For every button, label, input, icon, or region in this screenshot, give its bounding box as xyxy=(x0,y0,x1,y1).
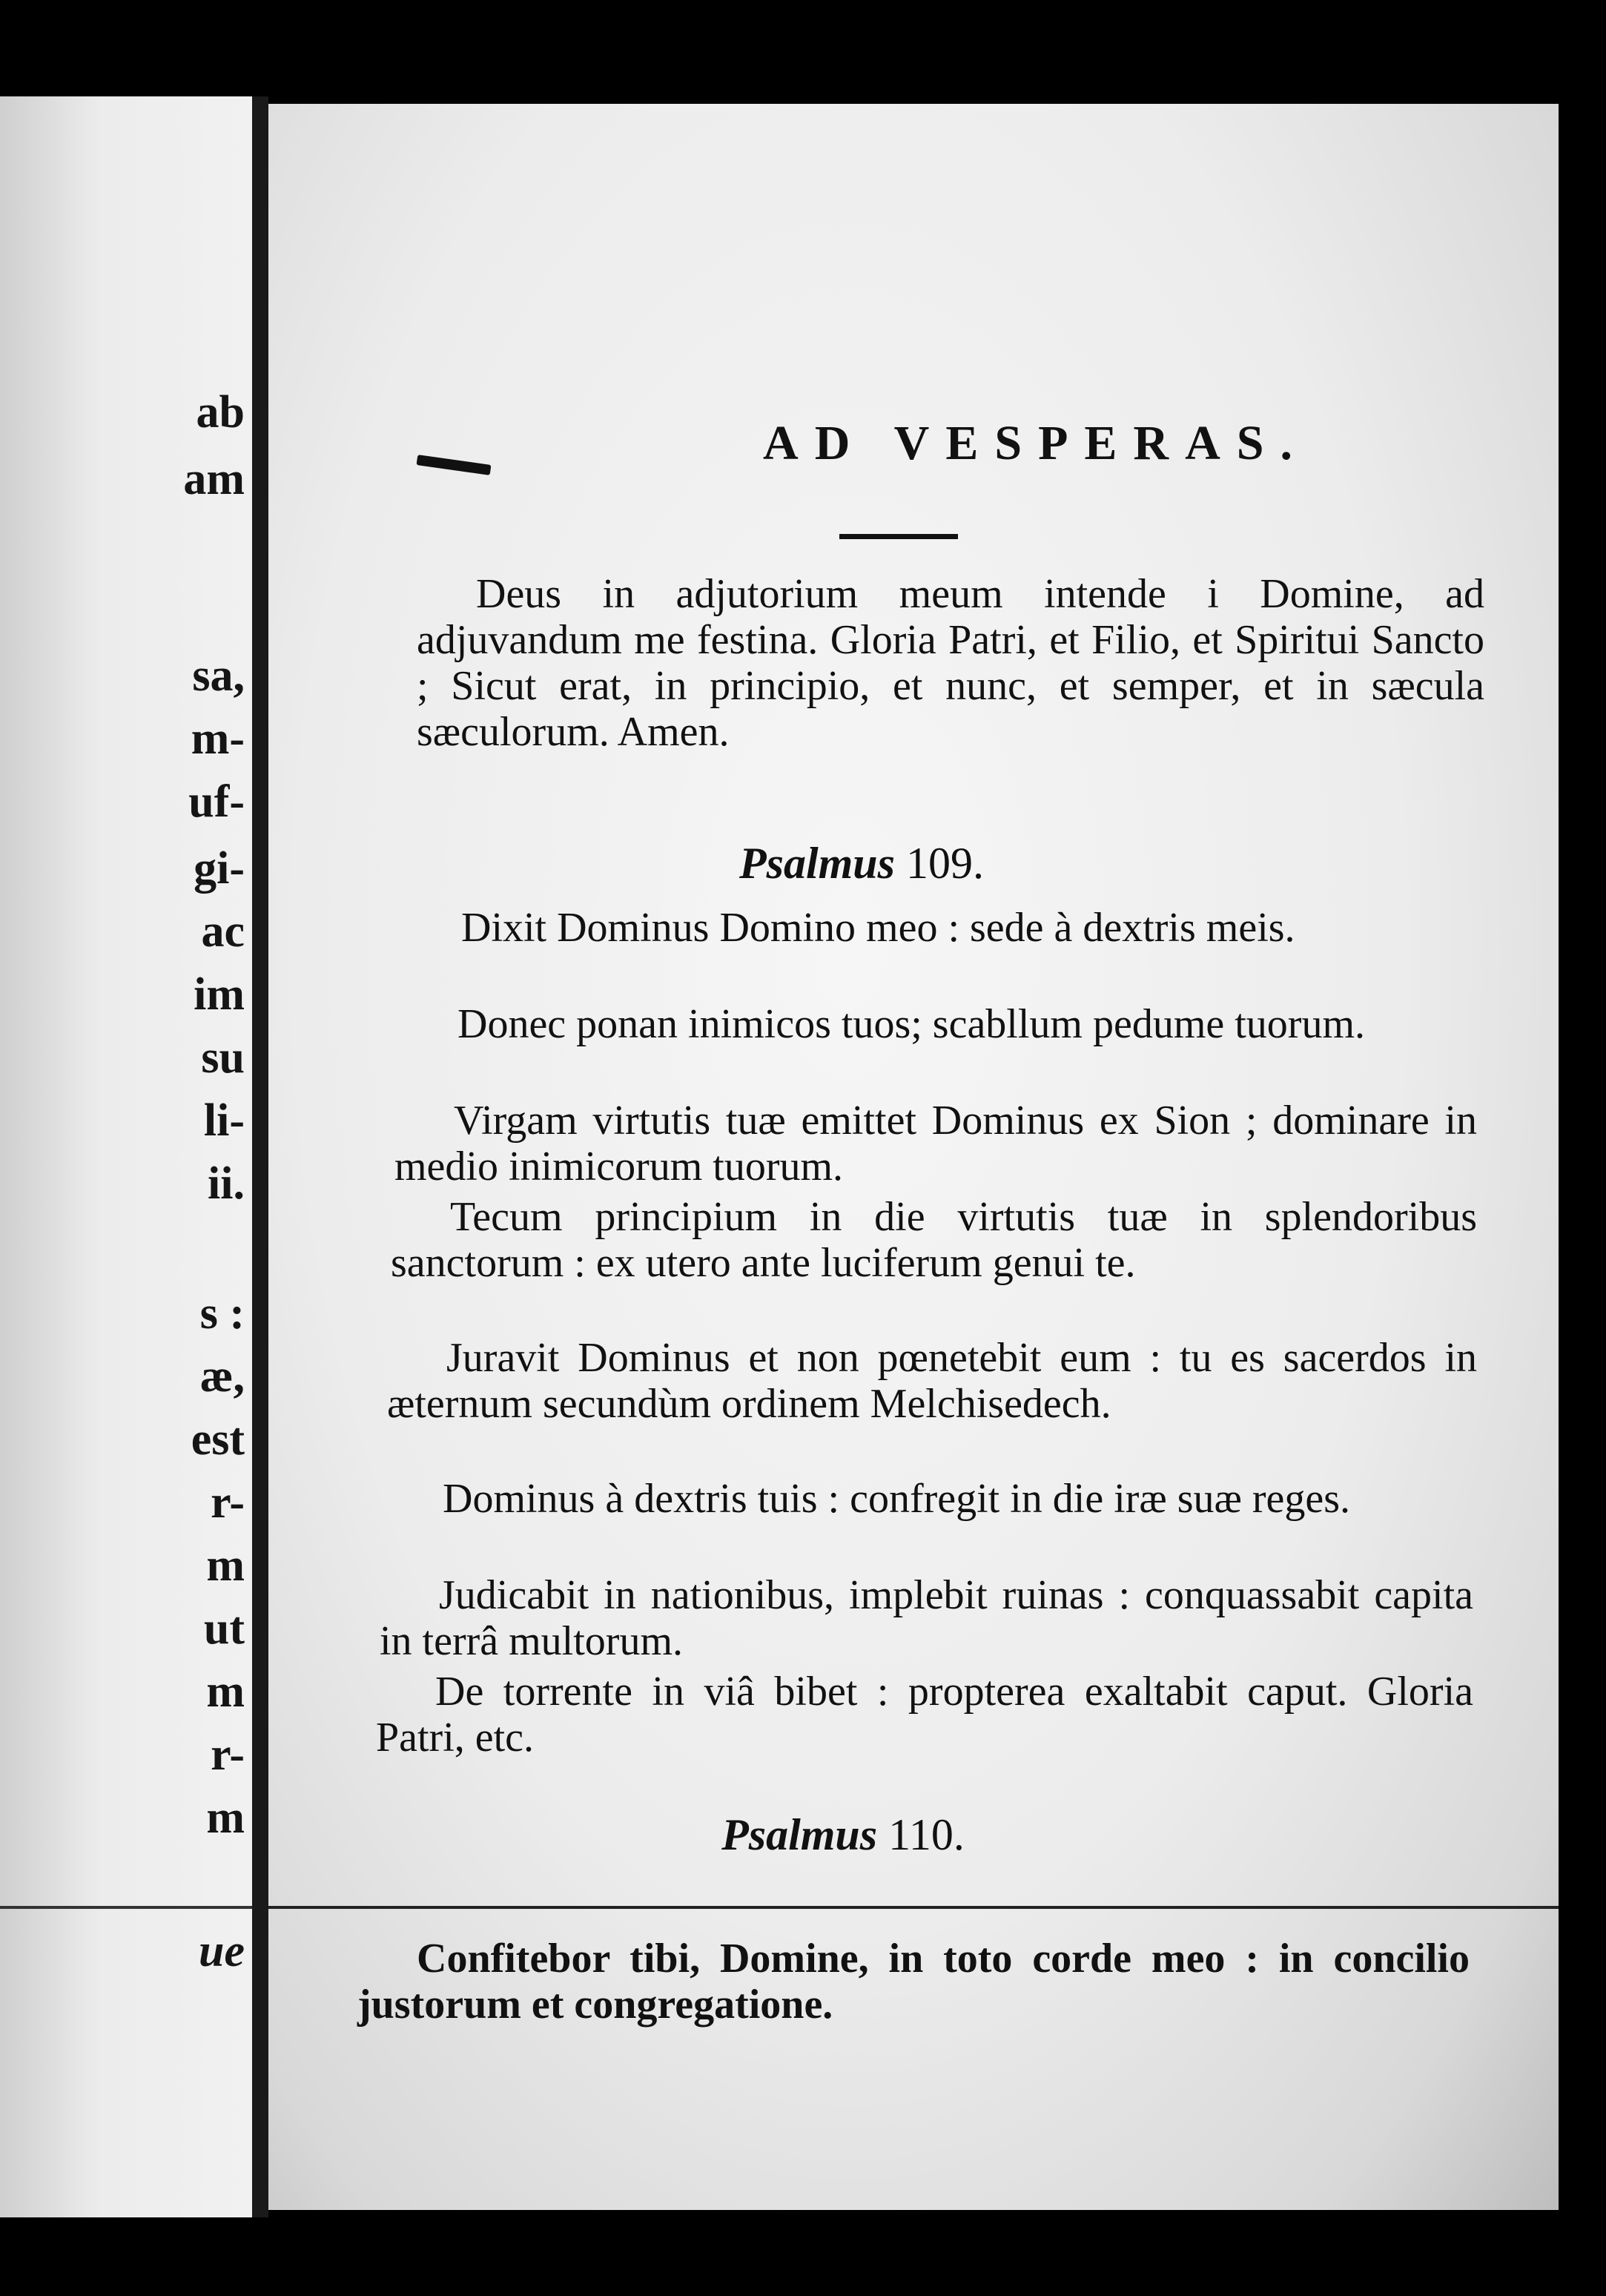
left-fragment: ue xyxy=(199,1926,245,1976)
verse: De torrente in viâ bibet : propterea exaltabit caput. Gloria Patri, etc. xyxy=(376,1669,1473,1761)
book-gutter xyxy=(252,96,268,2217)
left-fragment: m xyxy=(206,1666,245,1717)
verse: Dominus à dextris tuis : confregit in die iræ suæ reges. xyxy=(443,1476,1351,1522)
psalm-label: Psalmus xyxy=(721,1810,878,1859)
left-fragment: im xyxy=(194,969,245,1020)
psalm-heading xyxy=(268,1810,1418,1861)
page-rule xyxy=(268,1906,1559,1909)
left-fragment: m xyxy=(206,1540,245,1591)
page-title-wrap xyxy=(268,415,1559,472)
left-fragment: li- xyxy=(203,1095,245,1146)
left-fragment: uf- xyxy=(188,776,245,827)
left-fragment: su xyxy=(201,1032,245,1083)
verse: Virgam virtutis tuæ emittet Dominus ex Sion ; dominare in medio inimicorum tuorum. xyxy=(394,1098,1477,1190)
left-fragment: gi- xyxy=(194,843,245,894)
verse: Dixit Dominus Domino meo : sede à dextris meis. xyxy=(461,905,1295,951)
left-fragment: ii. xyxy=(208,1158,245,1209)
verse: Judicabit in nationibus, implebit ruinas : conquassabit capita in terrâ multorum. xyxy=(380,1572,1473,1664)
page-title: AD VESPERAS. xyxy=(763,416,1309,470)
left-fragment: est xyxy=(191,1414,245,1465)
psalm-heading xyxy=(268,838,1455,889)
left-fragment: s : xyxy=(199,1288,245,1339)
left-fragment: ac xyxy=(201,906,245,957)
left-fragment: m- xyxy=(191,713,245,764)
verse: Donec ponan inimicos tuos; scabllum pedume tuorum. xyxy=(457,1001,1366,1047)
left-page-rule xyxy=(0,1906,252,1909)
left-fragment: æ, xyxy=(199,1351,245,1402)
book-page xyxy=(268,104,1559,2210)
left-fragment: m xyxy=(206,1792,245,1843)
title-rule xyxy=(839,534,958,539)
psalm-number: 109. xyxy=(906,839,985,888)
verse: Juravit Dominus et non pœnetebit eum : tu es sacerdos in æternum secundùm ordinem Melchisedech. xyxy=(387,1335,1477,1427)
intro-paragraph: Deus in adjutorium meum intende i Domine, ad adjuvandum me festina. Gloria Patri, et Filio, et Spiritui Sancto ; Sicut erat, in principio, et nunc, et semper, et in sæcula sæculorum. Amen. xyxy=(417,571,1484,755)
left-fragment: r- xyxy=(211,1729,245,1780)
left-fragment: ut xyxy=(203,1603,245,1654)
psalm-label: Psalmus xyxy=(738,839,896,888)
verse: Tecum principium in die virtutis tuæ in splendoribus sanctorum : ex utero ante luciferum genui te. xyxy=(391,1194,1477,1286)
left-fragment: am xyxy=(183,454,245,504)
left-fragment: ab xyxy=(196,387,245,438)
psalm-number: 110. xyxy=(888,1810,965,1859)
left-fragment: sa, xyxy=(192,650,245,701)
left-fragment: r- xyxy=(211,1477,245,1528)
verse: Confitebor tibi, Domine, in toto corde meo : in concilio justorum et congregatione. xyxy=(357,1936,1470,2028)
previous-page-fragment xyxy=(0,96,252,2217)
